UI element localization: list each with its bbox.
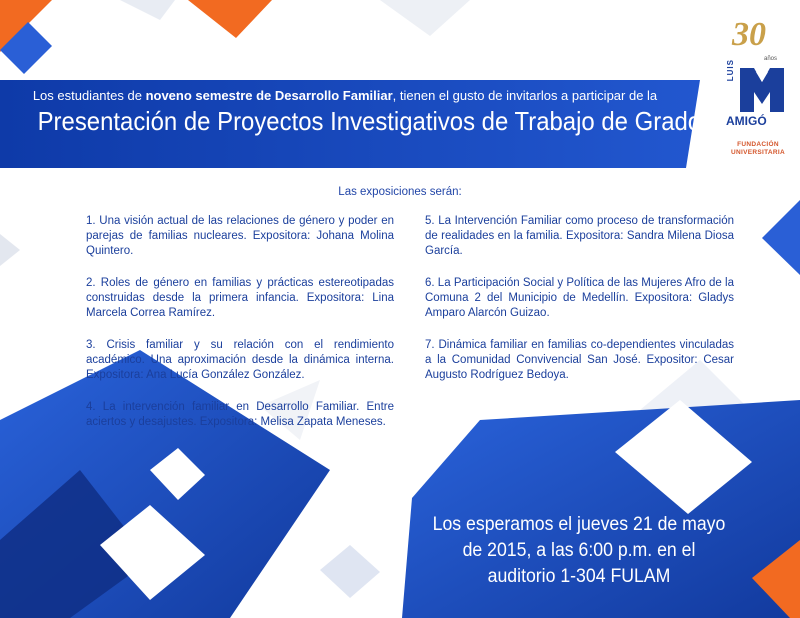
intro-text-post: , tienen el gusto de invitarlos a participar de la	[392, 88, 658, 103]
intro-text-bold: noveno semestre de Desarrollo Familiar	[145, 88, 393, 103]
presentation-item: 2. Roles de género en familias y prácticas estereotipadas construidas desde la primera infancia. Expositora: Lina Marcela Correa Ramírez.	[86, 277, 394, 319]
orange-shape-top	[188, 0, 272, 38]
logo-anniversary: 30	[732, 16, 766, 53]
logo-emblem-icon	[738, 66, 786, 114]
presentation-item: 7. Dinámica familiar en familias co-dependientes vinculadas a la Comunidad Convivencial San José. Expositor: Cesar Augusto Rodríguez Bedoya.	[425, 339, 734, 381]
event-line-3: auditorio 1-304 FULAM	[487, 566, 671, 587]
presentation-item: 1. Una visión actual de las relaciones de género y poder en parejas de familias nucleares. Expositora: Johana Molina Quintero.	[86, 215, 394, 257]
intro-text-pre: Los estudiantes de	[32, 88, 146, 103]
page-title: Presentación de Proyectos Investigativos de Trabajo de Grado	[37, 106, 702, 136]
light-diamond-left	[0, 234, 20, 266]
logo-anos: años	[764, 56, 778, 62]
blue-diamond-right	[762, 200, 800, 275]
presentation-item: 3. Crisis familiar y su relación con el rendimiento académico. Una aproximación desde la dinámica interna. Expositora: Ana Lucía González González.	[86, 339, 394, 381]
light-shape-top-right	[380, 0, 470, 36]
logo-org-line2: UNIVERSITARIA	[731, 149, 785, 156]
logo-name: AMIGÓ	[726, 114, 767, 128]
logo-org-line1: FUNDACIÓN	[737, 141, 779, 148]
section-subtitle: Las exposiciones serán:	[338, 186, 462, 198]
banner-intro	[0, 88, 690, 103]
presentations-left-column	[86, 214, 394, 447]
university-logo	[724, 14, 794, 184]
event-line-1: Los esperamos el jueves 21 de mayo	[432, 514, 726, 535]
light-diamond-bottom	[320, 545, 380, 598]
presentations-right-column	[425, 214, 734, 400]
presentation-item: 5. La Intervención Familiar como proceso de transformación de realidades en la familia. Expositora: Sandra Milena Diosa García.	[425, 215, 734, 257]
logo-luis: LUIS	[726, 59, 735, 82]
light-shape-top	[120, 0, 175, 20]
logo-foundation	[728, 141, 788, 157]
event-details	[429, 512, 728, 590]
event-line-2: de 2015, a las 6:00 p.m. en el	[462, 540, 696, 561]
presentation-item: 4. La intervención familiar en Desarrollo Familiar. Entre aciertos y desajustes. Expositora: Melisa Zapata Meneses.	[86, 401, 394, 428]
presentation-item: 6. La Participación Social y Política de las Mujeres Afro de la Comuna 2 del Municipio de Medellín. Expositora: Gladys Amparo Alarcón Guizao.	[425, 277, 734, 319]
